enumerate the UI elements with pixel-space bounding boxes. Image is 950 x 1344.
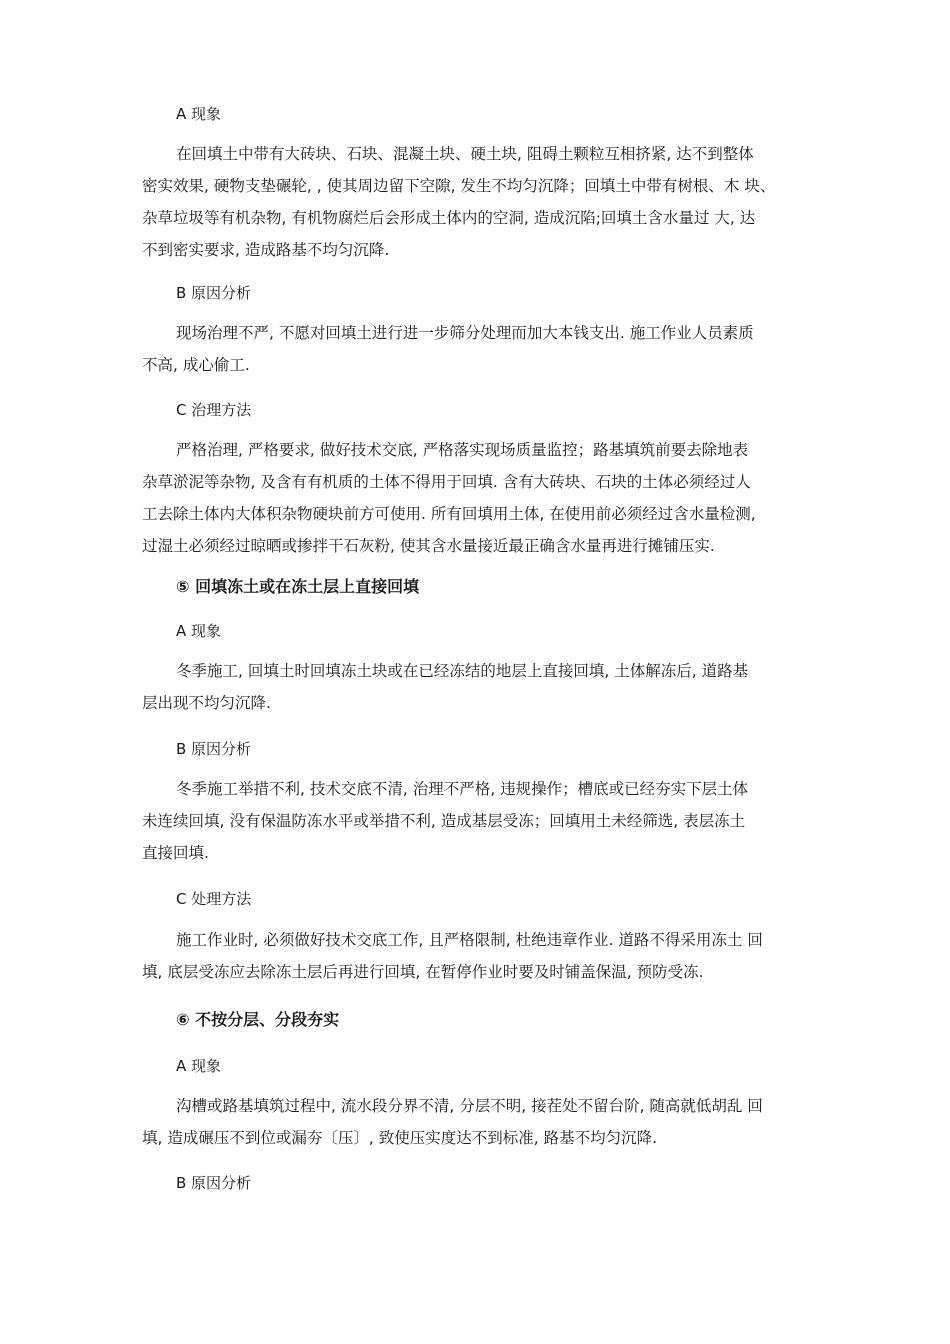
text-line: 施工作业时, 必须做好技术交底工作, 且严格限制, 杜绝违章作业. 道路不得采用冻土 回 <box>176 931 763 949</box>
text-line: 杂草垃圾等有机杂物, 有机物腐烂后会形成土体内的空洞, 造成沉陷;回填土含水量过 大, 达 <box>142 209 756 227</box>
text-line: 沟槽或路基填筑过程中, 流水段分界不清, 分层不明, 接茬处不留台阶, 随高就低胡乱 回 <box>176 1097 763 1115</box>
text-line: 杂草淤泥等杂物, 及含有有机质的土体不得用于回填. 含有大砖块、石块的土体必须经过人 <box>142 473 751 491</box>
section5-b-cause-label: B 原因分析 <box>176 740 252 758</box>
text-line: 填, 底层受冻应去除冻土层后再进行回填, 在暂停作业时要及时铺盖保温, 预防受冻. <box>142 963 704 981</box>
section6-a-phenomenon-text <box>142 1090 822 1154</box>
section-b-cause-label: B 原因分析 <box>176 284 252 302</box>
section6-a-phenomenon-label: A 现象 <box>176 1057 222 1075</box>
text-line: 严格治理, 严格要求, 做好技术交底, 严格落实现场质量监控；路基填筑前要去除地表 <box>176 441 749 459</box>
text-line: 冬季施工, 回填土时回填冻土块或在已经冻结的地层上直接回填, 土体解冻后, 道路基 <box>176 662 749 680</box>
text-line: 密实效果, 硬物支垫碾轮, , 使其周边留下空隙, 发生不均匀沉降；回填土中带有树根、木 块、 <box>142 177 776 195</box>
text-line: 填, 造成碾压不到位或漏夯〔压〕, 致使压实度达不到标准, 路基不均匀沉降. <box>142 1129 657 1147</box>
section-c-method-text <box>142 434 822 562</box>
section-a-phenomenon-label: A 现象 <box>176 105 222 123</box>
text-line: 工去除土体内大体积杂物硬块前方可使用. 所有回填用土体, 在使用前必须经过含水量检测, <box>142 505 756 523</box>
text-line: 不高, 成心偷工. <box>142 356 250 374</box>
text-line: 现场治理不严, 不愿对回填土进行进一步筛分处理而加大本钱支出. 施工作业人员素质 <box>176 324 754 342</box>
section-b-cause-text <box>142 317 822 381</box>
text-line: 未连续回填, 没有保温防冻水平或举措不利, 造成基层受冻；回填用土未经筛选, 表层冻土 <box>142 812 746 830</box>
section-a-phenomenon-text <box>142 138 822 266</box>
text-line: 直接回填. <box>142 844 209 862</box>
section5-a-phenomenon-label: A 现象 <box>176 622 222 640</box>
text-line: 不到密实要求, 造成路基不均匀沉降. <box>142 241 390 259</box>
heading-5: ⑤ 回填冻土或在冻土层上直接回填 <box>176 577 420 596</box>
section5-a-phenomenon-text <box>142 655 822 719</box>
text-line: 冬季施工举措不利, 技术交底不清, 治理不严格, 违规操作；槽底或已经夯实下层土体 <box>176 780 749 798</box>
text-line: 层出现不均匀沉降. <box>142 694 271 712</box>
section5-c-method-label: C 处理方法 <box>176 890 252 908</box>
text-line: 过湿土必须经过晾晒或掺拌干石灰粉, 使其含水量接近最正确含水量再进行摊铺压实. <box>142 537 715 555</box>
text-line: 在回填土中带有大砖块、石块、混凝土块、硬土块, 阻碍土颗粒互相挤紧, 达不到整体 <box>176 145 754 163</box>
section6-b-cause-label: B 原因分析 <box>176 1174 252 1192</box>
section-c-method-label: C 治理方法 <box>176 401 252 419</box>
section5-c-method-text <box>142 924 822 988</box>
heading-6: ⑥ 不按分层、分段夯实 <box>176 1010 340 1029</box>
section5-b-cause-text <box>142 773 822 869</box>
